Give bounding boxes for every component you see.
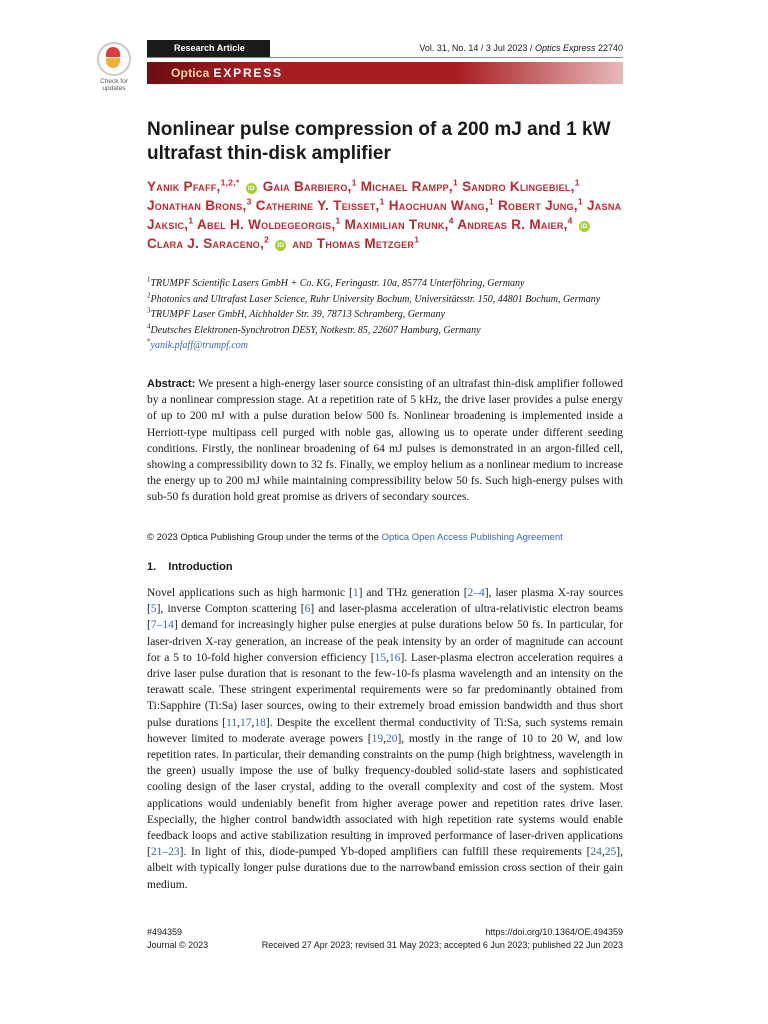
author-affiliation-marker: 1 <box>488 196 494 207</box>
body-text: ], inverse Compton scattering [ <box>156 603 305 616</box>
author <box>361 179 458 194</box>
body-text: ] and laser-plasma acceleration of ultra-relativistic electron beams [ <box>147 603 623 632</box>
author-affiliation-marker: 1 <box>379 196 385 207</box>
badge-label <box>93 78 135 92</box>
logo-word-express: EXPRESS <box>213 66 283 80</box>
body-text: , <box>601 846 605 859</box>
body-text: , <box>383 732 386 745</box>
header-rule <box>147 57 623 58</box>
author-affiliation-marker: 1 <box>414 234 420 245</box>
author-name: Sandro Klingebiel, <box>462 179 575 194</box>
author-name: Jasna Jaksic, <box>147 198 622 232</box>
author <box>292 236 419 251</box>
affiliation <box>147 292 623 308</box>
citation-link[interactable]: 6 <box>304 603 311 616</box>
citation <box>419 40 623 57</box>
body-text: , <box>386 651 389 664</box>
article-title: Nonlinear pulse compression of a 200 mJ and 1 kW ultrafast thin-disk amplifier <box>147 119 611 164</box>
author-name: Clara J. Saraceno, <box>147 236 265 251</box>
corresponding-marker: * <box>147 337 151 346</box>
author-affiliation-marker: 1 <box>188 215 194 226</box>
license-statement <box>147 531 623 545</box>
footer-journal: Journal © 2023 <box>147 940 209 950</box>
body-text: ], albeit with typically longer pulse durations due to the narrowband emission cross section of their gain medium. <box>147 846 623 891</box>
author-name: Maximilian Trunk, <box>344 217 449 232</box>
author <box>389 198 494 213</box>
citation-link[interactable]: 25 <box>604 846 617 859</box>
author-affiliation-marker: 4 <box>567 215 573 226</box>
author-name: Haochuan Wang, <box>388 198 489 213</box>
corresponding-email[interactable]: yanik.pfaff@trumpf.com <box>150 340 249 351</box>
article-type: Research Article <box>147 40 270 57</box>
author <box>147 198 252 213</box>
body-text: , <box>251 716 255 729</box>
author <box>498 198 583 213</box>
citation-link[interactable]: 16 <box>388 651 401 664</box>
citation-link[interactable]: 7–14 <box>150 619 174 632</box>
footer-article-id: #494359 <box>147 927 183 937</box>
license-prefix: © 2023 Optica Publishing Group under the terms of the <box>147 532 382 543</box>
journal-logo <box>171 64 283 82</box>
author-affiliation-marker: 2 <box>264 234 270 245</box>
body-text: ]. Despite the excellent thermal conductivity of Ti:Sa, such systems remain however limited to moderate average powers [ <box>147 716 624 745</box>
affiliation <box>147 276 623 292</box>
body-text: ] and THz generation [ <box>358 587 468 599</box>
citation-link[interactable]: 17 <box>240 716 252 729</box>
introduction-body <box>147 585 623 893</box>
author-affiliation-marker: 3 <box>246 196 252 207</box>
citation-link[interactable]: 20 <box>385 732 398 745</box>
author-affiliation-marker: 1 <box>351 177 357 188</box>
author-name: Gaia Barbiero, <box>262 179 352 194</box>
body-text: ], mostly in the range of 10 to 20 W, and low repetition rates. In particular, their demanding constraints on the pump (high brightness, wavelength in the green) usually impose the use of bulky frequency-doubled solid-state lasers and sophisticated cooling design of the laser crystal, adding to the overall complexity and cost of the system. Most applications would undeniably benefit from higher average power and repetition rates drive laser. Especially, the higher control bandwidth associated with high repetition rate systems would enable feedback loops and active stabilization resulting in improved performance of laser-driven applications [ <box>147 732 623 859</box>
badge-label-line2: updates <box>102 85 126 92</box>
author-name: Jonathan Brons, <box>147 198 247 213</box>
author-affiliation-marker: 1 <box>577 196 583 207</box>
citation-link[interactable]: 2–4 <box>467 587 485 599</box>
affiliation-text: TRUMPF Laser GmbH, Aichhalder Str. 39, 78713 Schramberg, Germany <box>150 309 445 320</box>
citation-page: 22740 <box>595 43 623 53</box>
badge-label-line1: Check for <box>100 78 128 85</box>
footer-dates: Received 27 Apr 2023; revised 31 May 2023; accepted 6 Jun 2023; published 22 Jun 2023 <box>261 940 623 950</box>
body-text: ]. In light of this, diode-pumped Yb-doped amplifiers can fulfill these requirements [ <box>179 846 591 859</box>
citation-link[interactable]: 1 <box>352 587 359 599</box>
abstract <box>147 376 623 506</box>
author <box>256 198 385 213</box>
citation-journal: Optics Express <box>534 43 596 53</box>
citation-link[interactable]: 21–23 <box>150 846 180 859</box>
citation-link[interactable]: 24 <box>590 846 602 859</box>
author-name: Andreas R. Maier, <box>457 217 568 232</box>
affiliation-marker: 2 <box>147 291 151 300</box>
check-for-updates-badge[interactable] <box>93 42 135 92</box>
affiliation-marker: 1 <box>147 275 151 284</box>
author-affiliation-marker: 1 <box>574 177 580 188</box>
affiliation-text: TRUMPF Scientific Lasers GmbH + Co. KG, Feringastr. 10a, 85774 Unterföhring, Germany <box>150 278 525 289</box>
orcid-icon[interactable]: iD <box>247 185 255 192</box>
author <box>457 217 591 232</box>
footer-doi[interactable]: https://doi.org/10.1364/OE.494359 <box>485 927 623 937</box>
author-affiliation-marker: 4 <box>448 215 454 226</box>
citation-link[interactable]: 19 <box>371 732 384 745</box>
body-text: , <box>237 716 241 729</box>
logo-word-optica: Optica <box>171 66 210 80</box>
affiliation-marker: 4 <box>147 322 151 331</box>
journal-banner <box>147 62 623 84</box>
author <box>147 179 259 194</box>
affiliation-text: Deutsches Elektronen-Synchrotron DESY, Notkestr. 85, 22607 Hamburg, Germany <box>150 324 481 336</box>
citation-link[interactable]: 15 <box>374 651 387 664</box>
license-link[interactable]: Optica Open Access Publishing Agreement <box>381 532 563 543</box>
author-affiliation-marker: 1 <box>335 215 341 226</box>
author-name: and Thomas Metzger <box>292 236 415 251</box>
citation-prefix: Vol. 31, No. 14 / 3 Jul 2023 / <box>419 43 535 53</box>
author-name: Robert Jung, <box>497 198 578 213</box>
section-heading: 1. Introduction <box>147 561 233 573</box>
orcid-icon[interactable]: iD <box>580 223 588 230</box>
affiliation <box>147 307 623 323</box>
citation-link[interactable]: 18 <box>254 716 266 729</box>
author-name: Yanik Pfaff, <box>147 179 221 194</box>
body-text: ] demand for increasingly higher pulse energies at pulse durations below 50 fs. In particular, for laser-driven X-ray generation, an increase of the peak intensity by an order of magnitude can account for a 5 to 10-fold higher conversion efficiency [ <box>147 619 623 664</box>
author <box>147 236 288 251</box>
abstract-text: We present a high-energy laser source consisting of an ultrafast thin-disk amplifier followed by a nonlinear compression stage. At a repetition rate of 5 kHz, the drive laser provides a pulse energy of up to 200 mJ with a pulse duration below 500 fs. Nonlinear broadening is implemented inside a Herriott-type multipass cell purged with noble gas, allowing us to operate under different seeding conditions. Firstly, the nonlinear broadening of 64 mJ pulses is demonstrated in an argon-filled cell, showing a compressibility down to 32 fs. Finally, we employ helium as a nonlinear medium to increase the energy up to 200 mJ while maintaining compressibility below 50 fs. Such high-energy pulses with sub-50 fs duration hold great promise as drivers of secondary sources. <box>147 378 623 504</box>
citation-link[interactable]: 5 <box>150 603 157 616</box>
author <box>263 179 357 194</box>
affiliation-text: Photonics and Ultrafast Laser Science, Ruhr University Bochum, Universitätsstr. 150, 44801 Bochum, Germany <box>150 293 601 305</box>
body-text: ], laser plasma X-ray sources [ <box>147 587 623 616</box>
article-header <box>147 40 623 57</box>
orcid-icon[interactable]: iD <box>277 242 285 249</box>
body-text: Novel applications such as high harmonic [ <box>147 587 353 599</box>
affiliation-marker: 3 <box>147 306 151 315</box>
author <box>197 217 341 232</box>
author-affiliation-marker: 1,2,* <box>220 177 240 188</box>
affiliation <box>147 323 623 339</box>
author <box>462 179 580 194</box>
author <box>345 217 454 232</box>
author-name: Catherine Y. Teisset, <box>255 198 380 213</box>
author-affiliation-marker: 1 <box>452 177 459 188</box>
author-list <box>147 177 623 253</box>
citation-link[interactable]: 11 <box>226 716 238 729</box>
corresponding-author <box>147 338 623 354</box>
affiliations <box>147 276 623 354</box>
author-name: Michael Rampp, <box>360 179 453 194</box>
author-name: Abel H. Woldegeorgis, <box>196 217 336 232</box>
body-text: ]. Laser-plasma electron acceleration requires a drive laser pulse duration that is resonant to the few-10-fs plasma wavelength and an intensity on the terawatt scale. These stringent experimental requirements were so far predominantly obtained from Ti:Sapphire (Ti:Sa) laser sources, owing to their extremely broad emission bandwidth and thus short pulse durations [ <box>147 651 623 729</box>
crossmark-icon <box>97 42 131 76</box>
abstract-heading: Abstract: <box>147 378 196 390</box>
